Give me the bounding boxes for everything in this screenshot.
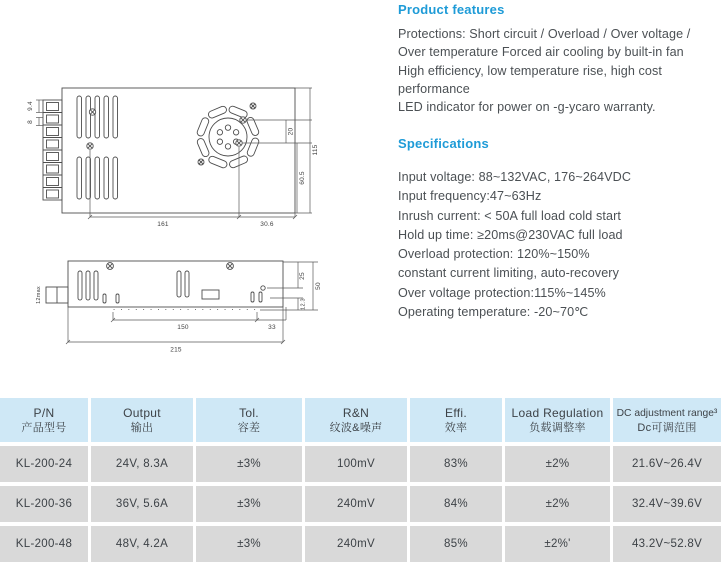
dim-terminal-width: 8 (27, 120, 34, 124)
vent-slots (77, 96, 118, 199)
spec-line-input-frequency: Input frequency:47~63Hz (398, 189, 542, 204)
cell-ripple-noise: 240mV (305, 486, 407, 522)
col-header-dc-adjust-range: DC adjustment range³ Dc可调范围 (613, 398, 721, 442)
spec-line-over-voltage-protection: Over voltage protection:115%~145% (398, 285, 606, 300)
terminal-block (43, 100, 62, 200)
features-line: Over temperature Forced air cooling by built-in fan (398, 45, 684, 60)
features-line: High efficiency, low temperature rise, high cost (398, 63, 663, 78)
col-header-pn: P/N 产品型号 (0, 398, 88, 442)
dim-body-length: 161 (157, 221, 169, 228)
col-header-efficiency: Effi. 效率 (410, 398, 502, 442)
cell-efficiency: 84% (410, 486, 502, 522)
col-header-tolerance: Tol. 容差 (196, 398, 302, 442)
spec-line-hold-up-time: Hold up time: ≥20ms@230VAC full load (398, 227, 623, 242)
dim-fin-length: 150 (177, 324, 189, 331)
side-view-drawing (20, 250, 360, 362)
product-features-section (398, 2, 720, 116)
top-screws-icon (107, 263, 234, 270)
cell-output: 48V, 4.2A (91, 526, 193, 562)
spec-line-input-voltage: Input voltage: 88~132VAC, 176~264VDC (398, 170, 632, 184)
features-line: LED indicator for power on -g-ycaro warranty. (398, 100, 656, 115)
table-row (0, 526, 721, 562)
cell-pn: KL-200-48 (0, 526, 88, 562)
dim-fan-to-bottom: 60.5 (299, 171, 306, 185)
dim-total-length: 215 (170, 346, 182, 354)
cell-pn: KL-200-24 (0, 446, 88, 482)
side-vents (78, 271, 265, 303)
cell-ripple-noise: 240mV (305, 526, 407, 562)
cell-tolerance: ±3% (196, 486, 302, 522)
dim-top-offset: 25 (299, 272, 306, 280)
side-view-right-dims (260, 262, 322, 310)
connector-stub (36, 286, 68, 304)
features-line: Protections: Short circuit / Overload / Over voltage / (398, 27, 691, 41)
table-row (0, 446, 721, 482)
table-header-row (0, 398, 721, 442)
cell-output: 24V, 8.3A (91, 446, 193, 482)
dim-terminal-pitch: 9.4 (27, 101, 34, 111)
dim-total-height: 50 (315, 282, 322, 290)
specifications-heading: Specifications (398, 136, 489, 151)
specifications-section (398, 136, 720, 322)
top-view-drawing (20, 82, 360, 232)
col-header-output: Output 输出 (91, 398, 193, 442)
col-header-load-regulation: Load Regulation 负载调整率 (505, 398, 610, 442)
cell-load-regulation: ±2%' (505, 526, 610, 562)
col-header-ripple-noise: R&N 纹波&噪声 (305, 398, 407, 442)
features-heading: Product features (398, 2, 505, 17)
spec-line-overload-protection: Overload protection: 120%~150% (398, 247, 590, 262)
cell-dc-range: 21.6V~26.4V (613, 446, 721, 482)
spec-line-inrush-current: Inrush current: < 50A full load cold start (398, 208, 621, 223)
top-view-bottom-dims (88, 147, 297, 228)
features-line: performance (398, 81, 470, 96)
fan-icon (196, 105, 260, 169)
dim-fan-screw-gap: 20 (287, 127, 295, 136)
label-plate (202, 290, 219, 299)
cell-tolerance: ±3% (196, 446, 302, 482)
cell-efficiency: 85% (410, 526, 502, 562)
spec-line-operating-temperature: Operating temperature: -20~70℃ (398, 305, 589, 320)
cell-tolerance: ±3% (196, 526, 302, 562)
cell-efficiency: 83% (410, 446, 502, 482)
spec-line-overload-protection-cont: constant current limiting, auto-recovery (398, 266, 619, 281)
table-row (0, 486, 721, 522)
cell-ripple-noise: 100mV (305, 446, 407, 482)
cell-load-regulation: ±2% (505, 446, 610, 482)
terminal-dims (27, 100, 43, 126)
dim-stub: 12max (36, 286, 42, 304)
case-outline (62, 88, 295, 213)
cell-pn: KL-200-36 (0, 486, 88, 522)
cell-dc-range: 43.2V~52.8V (613, 526, 721, 562)
dim-body-height: 115 (312, 144, 319, 156)
dim-right-offset: 33 (268, 324, 276, 331)
side-view-bottom-dims (66, 307, 286, 354)
dim-fin-height: 12.3 (300, 298, 307, 310)
cell-output: 36V, 5.6A (91, 486, 193, 522)
model-spec-table (0, 398, 721, 562)
cell-dc-range: 32.4V~39.6V (613, 486, 721, 522)
dim-fan-to-edge: 30.6 (260, 221, 274, 228)
cell-load-regulation: ±2% (505, 486, 610, 522)
